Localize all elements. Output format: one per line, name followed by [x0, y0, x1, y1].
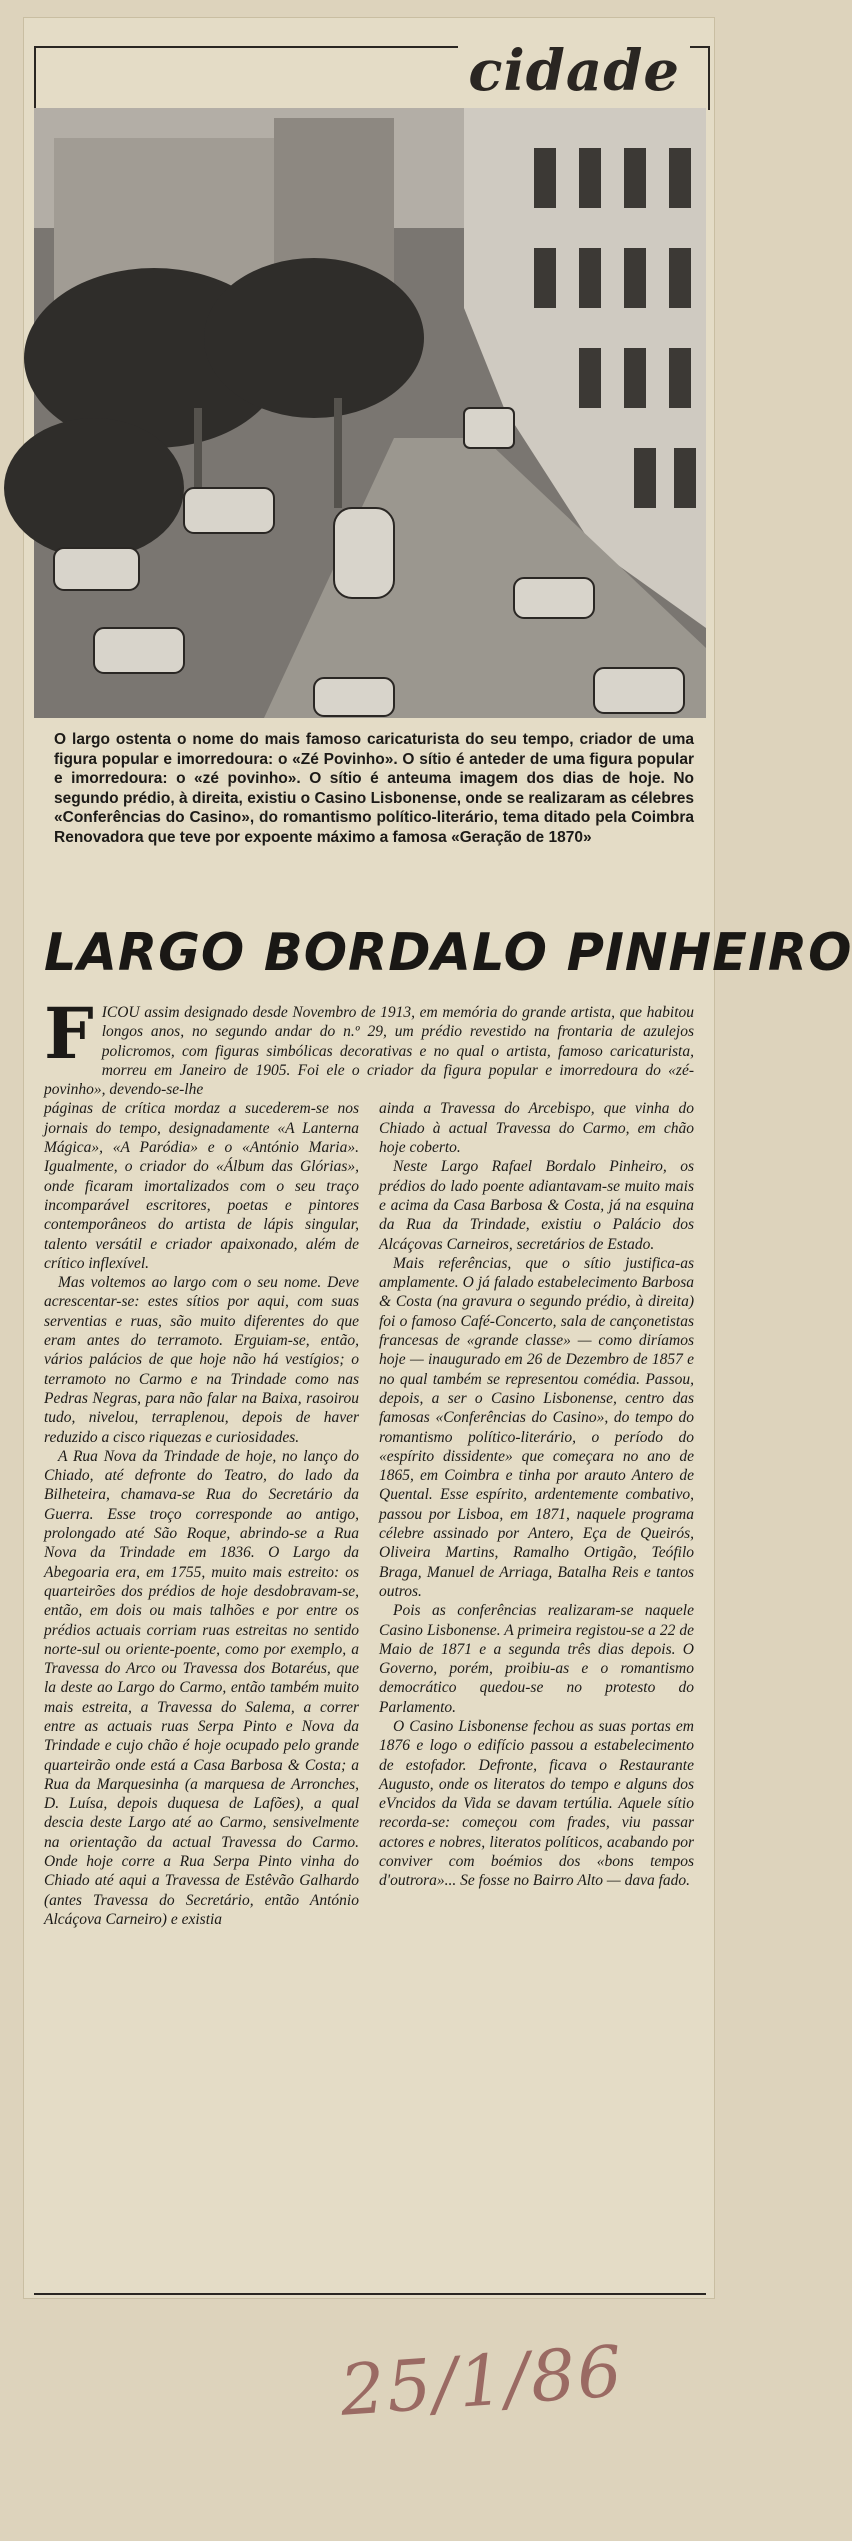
article-lead	[44, 992, 694, 1099]
lead-text: ICOU assim designado desde Novembro de 1913, em memória do grande artista, que habitou longos anos, no segundo andar do n.º 29, um prédio revestido na frontaria de azulejos policromos, com figuras simbólicas decorativas e no qual o artista, famoso caricaturista, morreu em Janeiro de 1905. Foi ele o criador da figura popular e imorredoura do «zé-povinho», devendo-se-lhe	[44, 1004, 694, 1099]
paragraph: Neste Largo Rafael Bordalo Pinheiro, os prédios do lado poente adiantavam-se muito mais e acima da Casa Barbosa & Costa, já na esquina da Rua da Trindade, existiu o Palácio dos Alcáçovas Carneiros, secretários de Estado.	[379, 1158, 694, 1253]
article-headline: LARGO BORDALO PINHEIRO	[44, 923, 852, 983]
paragraph: O Casino Lisbonense fechou as suas portas em 1876 e logo o edifício passou a estabelecimento de estofador. Defronte, ficava o Restaurante Augusto, onde os literatos do tempo e alguns dos eVncidos da Vida se davam tertúlia. Aquele sítio recorda-se: começou com frades, viu passar actores e nobres, literatos políticos, acabando por conviver com boémios dos «bons tempos d'outrora»... Se fosse no Bairro Alto — dava fado.	[379, 1717, 694, 1890]
section-header-box	[34, 38, 710, 110]
article-columns	[44, 1099, 694, 1929]
column-right	[379, 1099, 694, 1929]
paragraph: Pois as conferências realizaram-se naquele Casino Lisbonense. A primeira registou-se a 22 de Maio de 1871 e a segunda três dias depois. O Governo, porém, proibiu-as e o romantismo democrático quedou-se no protesto do Parlamento.	[379, 1602, 694, 1716]
handwritten-date: 25/1/86	[337, 2330, 627, 2432]
section-title: cidade	[458, 38, 690, 104]
street-photo	[34, 108, 706, 718]
newspaper-clipping	[24, 18, 852, 2298]
paragraph: A Rua Nova da Trindade de hoje, no lanço do Chiado, até defronte do Teatro, do lado da Bilheteira, chamava-se Rua do Secretário da Guerra. Esse troço corresponde ao antigo, prolongado até São Roque, abrindo-se a Rua Nova da Trindade em 1836. O Largo da Abegoaria era, em 1755, muito mais estreito: os quarteirões dos prédios de hoje desdobravam-se, então, em dois ou mais talhões e por entre os prédios actuais corriam ruas estreitas no sentido norte-sul ou oriente-poente, como por exemplo, a Travessa do Arco ou Travessa dos Botaréus, que la deste ao Largo do Carmo, então também muito mais estreita, a Travessa do Salema, a correr entre as actuais ruas Serpa Pinto e Nova da Trindade e cujo chão é hoje ocupado pelo grande quarteirão onde está a Casa Barbosa & Costa; a Rua da Marquesinha (a marquesa de Arronches, D. Luísa, depois duquesa de Lafões), a qual descia deste Largo até ao Carmo, sensivelmente na orientação da actual Travessa do Carmo. Onde hoje corre a Rua Serpa Pinto vinha do Chiado até aqui a Travessa de Estêvão Galhardo (antes Travessa do Secretário, então António Alcáçova Carneiro) e existia	[44, 1447, 359, 1928]
paragraph: Mais referências, que o sítio justifica-as amplamente. O já falado estabelecimento Barbosa & Costa (na gravura o segundo prédio, à direita) foi o famoso Café-Concerto, sala de cançonetistas francesas de «grande classe» — como diríamos hoje — inaugurado em 26 de Dezembro de 1857 e no qual também se representou comédia. Passou, depois, a ser o Casino Lisbonense, centro das famosas «Conferências do Casino», do tempo do romantismo político-literário, o período do «espírito dissidente» que começara no ano de 1865, em Coimbra e tinha por arauto Antero de Quental. Esse espírito, ardentemente combativo, passou por Lisboa, em 1871, naquele programa célebre assinado por Antero, Eça de Queirós, Oliveira Martins, Ramalho Ortigão, Teófilo Braga, Manuel de Arriaga, Batalha Reis e tantos outros.	[379, 1254, 694, 1600]
street-photo-drawing	[34, 108, 706, 718]
bottom-rule	[34, 2293, 706, 2295]
paragraph: Mas voltemos ao largo com o seu nome. Deve acrescentar-se: estes sítios por aqui, com suas serventias e ruas, são muito diferentes do que eram antes do terramoto. Erguiam-se, então, vários palácios de que hoje não há vestígios; o terramoto no Carmo e na Trindade como nas Pedras Negras, para não falar na Baixa, rasoirou tudo, nivelou, terraplenou, depois de haver reduzido a cisco riquezas e curiosidades.	[44, 1274, 359, 1446]
article-body	[44, 992, 694, 1929]
column-left	[44, 1099, 359, 1929]
paragraph: páginas de crítica mordaz a sucederem-se nos jornais do tempo, designadamente «A Lanterna Mágica», «A Paródia» e o «António Maria». Igualmente, o criador do «Álbum das Glórias», onde ficaram imortalizados com o seu traço incomparável escritores, poetas e pintores contemporâneos do artista de lápis singular, talento versátil e criador apaixonado, além de crítico inflexível.	[44, 1100, 359, 1272]
paragraph: ainda a Travessa do Arcebispo, que vinha do Chiado à actual Travessa do Carmo, em chão hoje coberto.	[379, 1100, 694, 1157]
drop-cap: F	[44, 992, 94, 1075]
photo-caption: O largo ostenta o nome do mais famoso caricaturista do seu tempo, criador de uma figura popular e imorredoura: o «Zé Povinho». O sítio é anteder de uma figura popular e imorredoura: o «zé povinho». O sítio é anteuma imagem dos dias de hoje. No segundo prédio, à direita, existiu o Casino Lisbonense, onde se realizaram as célebres «Conferências do Casino», do romantismo político-literário, tema ditado pela Coimbra Renovadora que teve por expoente máximo a famosa «Geração de 1870»	[54, 731, 694, 846]
